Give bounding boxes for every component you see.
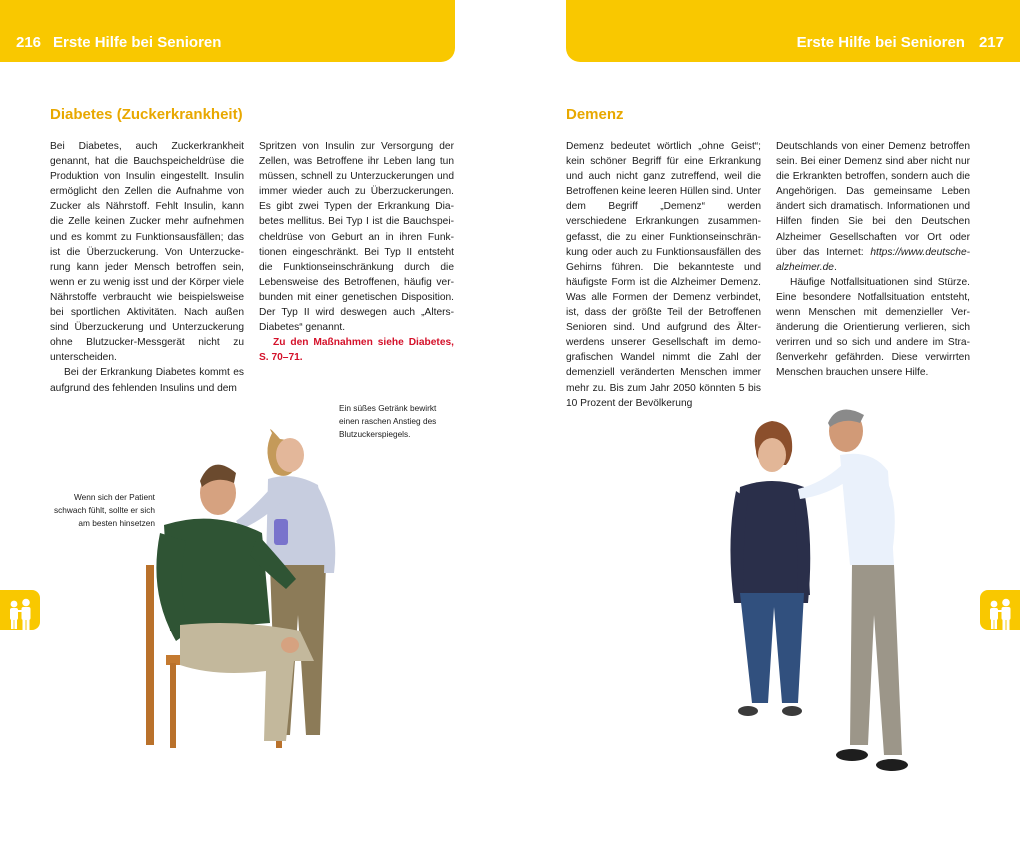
seated-man-drink-illustration [140, 415, 370, 750]
family-icon [985, 598, 1015, 630]
family-icon [5, 598, 35, 630]
standing-woman-figure [730, 421, 810, 716]
diabetes-paragraph-2: Bei der Erkrankung Diabetes kommt es aufgrund des fehlenden Insulins und dem [50, 367, 244, 394]
diabetes-column-1 [50, 139, 244, 396]
side-tab-right [980, 590, 1020, 630]
header-right [566, 0, 1020, 62]
demenz-paragraph-2-text: Deutschlands von einer Demenz betroffen sein. Bei einer Demenz sind aber nicht nur die Erkrankten betroffen, sondern auch die Angehörigen. Das gemeinsame Leben ändert sich dramatisch. Informationen und Hilfen finden Sie bei den Deutschen Alzheimer Gesellschaften vor Ort oder über das Internet: [776, 141, 970, 258]
side-tab-left [0, 590, 40, 630]
header-left [0, 0, 455, 62]
diabetes-column-2 [259, 139, 454, 365]
demenz-paragraph-1: Demenz bedeutet wörtlich „ohne Geist“; kein schöner Begriff für eine Erkrankung und auch nicht ganz zutreffend, weil die Betroffenen keine leeren Hüllen sind. Unter dem Begriff „Demenz“ werden verschiedene Erkrankungen zusammengefasst, die zu einer Funktionseinschränkung oder auch zu Funktionsausfällen des Gehirns führen. Die bekannteste und häufigste Form ist die Alzheimer Demenz. Was alle Formen der Demenz verbindet, ist, dass der größte Teil der Betroffenen Senioren sind. Und aufgrund des Älterwerdens unserer Gesellschaft im demografischen Wandel nimmt die Zahl der demenziell veränderten Menschen immer mehr zu. Bis zum Jahr 2050 könnten 5 bis 10 Prozent der Bevölkerung [566, 141, 761, 409]
section-title-demenz: Demenz [566, 106, 624, 123]
caption-sit-down: Wenn sich der Patient schwach fühlt, sollte er sich am besten hinsetzen [54, 492, 155, 528]
diabetes-paragraph-1: Bei Diabetes, auch Zuckerkrankheit genannt, hat die Bauchspeicheldrüse die Produktion von Insulin eingestellt. Insulin ermöglicht den Zellen die Aufnahme von Zucker als Nährstoff. Fehlt Insulin, kann die Zelle keinen Zucker mehr aufnehmen und es kommt zu Funktionsausfällen; das ist die Überzuckerung. Von Unterzuckerung kann jeder Mensch betroffen sein, wenn er zu wenig isst und der Körper viele Nährstoffe verbraucht wie beispielsweise bei sportlichen Aktivitäten. Nach außen sind Überzuckerung und Unterzuckerung ohne Blutzucker-Messgerät nicht zu unterscheiden. [50, 141, 244, 364]
demenz-column-2 [776, 139, 970, 381]
page-number-left: 216 [16, 33, 42, 51]
demenz-paragraph-2 [776, 139, 970, 275]
demenz-paragraph-3: Häufige Notfallsituationen sind Stürze. Eine besondere Notfallsituation entsteht, wenn Menschen mit demenzieller Veränderung die Orientierung verlieren, sich verirren und so sich und andere im Straßenverkehr gefährden. Diese verwirrten Menschen brauchen unsere Hilfe. [776, 276, 970, 379]
demenz-paragraph-2-end: . [833, 261, 837, 273]
section-title-diabetes: Diabetes (Zuckerkrankheit) [50, 106, 243, 123]
standing-man-figure [798, 410, 908, 771]
caption-sweet-drink: Ein süßes Getränk bewirkt einen raschen Anstieg des Blutzuckerspiegels. [339, 403, 437, 439]
diabetes-reference: Zu den Maßnahmen siehe Diabetes, S. 70–71. [259, 337, 454, 364]
two-people-standing-illustration [722, 405, 922, 780]
demenz-column-1 [566, 139, 761, 411]
diabetes-paragraph-3: Spritzen von Insulin zur Versorgung der Zellen, was Betroffene ihr Leben lang tun müssen, schnell zu Unterzuckerungen und immer wieder auch zu Überzuckerungen. Es gibt zwei Typen der Erkrankung Diabetes mellitus. Bei Typ I ist die Bauchspeicheldrüse von Geburt an in ihren Funktionen eingeschränkt. Bei Typ II entsteht die Funktionseinschränkung durch die Lebensweise des Betroffenen, häufig verbunden mit einer genetischen Disposition. Der Typ II wird deswegen auch „Alters-Diabetes“ genannt. [259, 141, 454, 334]
running-title-left: Erste Hilfe bei Senioren [53, 33, 222, 51]
running-title-right: Erste Hilfe bei Senioren [796, 33, 965, 51]
alzheimer-url-link[interactable]: https://www.deutsche-alzheimer.de [776, 246, 970, 273]
page-number-right: 217 [978, 33, 1004, 51]
